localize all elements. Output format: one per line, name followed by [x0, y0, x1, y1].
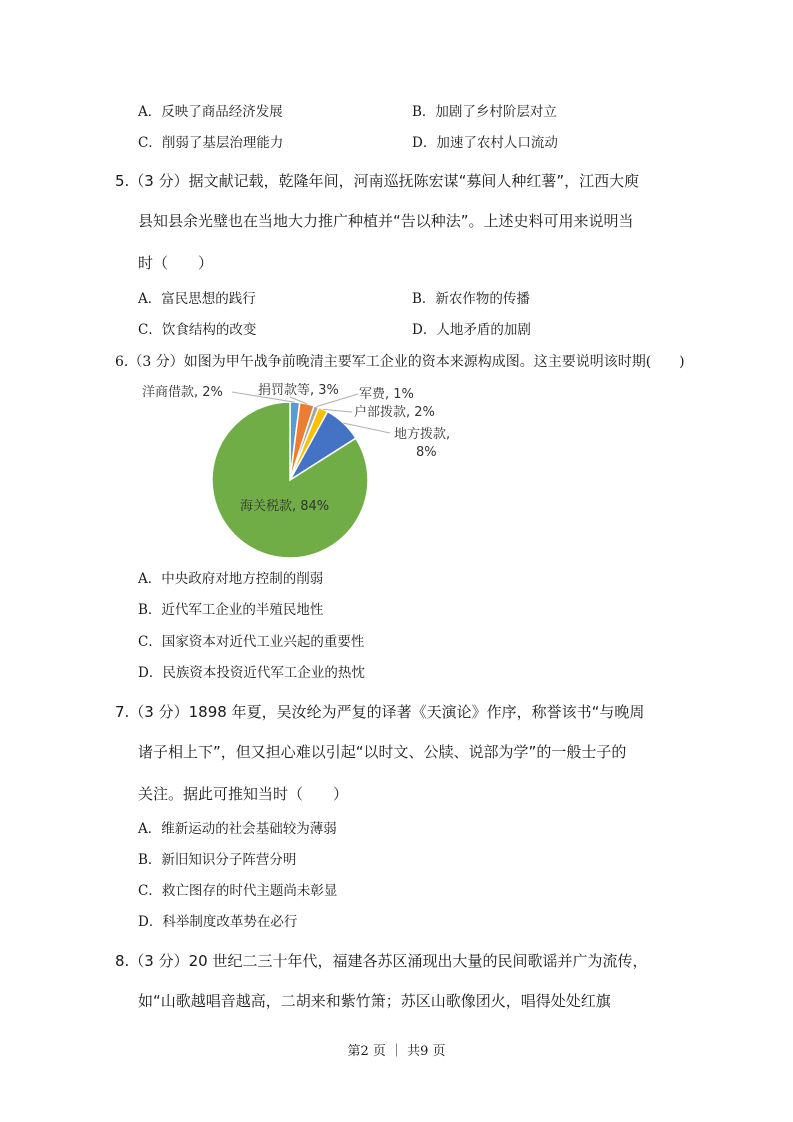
q5-option-a: A．富民思想的践行 — [138, 291, 256, 307]
q4-option-a: A．反映了商品经济发展 — [138, 104, 283, 120]
q5-stem-line-3: 时（ ） — [138, 254, 214, 272]
pie-label-juanfa: 捐罚款等, 3% — [258, 383, 339, 398]
q6-option-b: B．近代军工企业的半殖民地性 — [138, 602, 324, 618]
q6-stem: 6.（3 分）如图为甲午战争前晚清主要军工企业的资本来源构成图。这主要说明该时期( ) — [115, 354, 685, 370]
pie-label-difang-line-1: 地方拨款, — [394, 427, 451, 442]
pie-label-junfei: 军费, 1% — [359, 387, 414, 402]
q8-stem-line-1: 8.（3 分）20 世纪二三十年代，福建各苏区涌现出大量的民间歌谣并广为流传， — [115, 952, 648, 970]
q7-stem-line-2: 诸子相上下”，但又担心难以引起“以时文、公牍、说部为学”的一般士子的 — [138, 743, 627, 761]
funding-source-pie-chart — [140, 375, 500, 565]
q7-option-a: A．维新运动的社会基础较为薄弱 — [138, 821, 337, 837]
q7-option-d: D．科举制度改革势在必行 — [138, 914, 298, 930]
q8-stem-line-2: 如“山歌越唱音越高，二胡来和紫竹箫；苏区山歌像团火，唱得处处红旗 — [138, 992, 611, 1010]
q4-option-d: D．加速了农村人口流动 — [412, 135, 558, 151]
q6-option-d: D．民族资本投资近代军工企业的热忱 — [138, 665, 365, 681]
pie-label-hubu: 户部拨款, 2% — [354, 405, 435, 420]
q5-option-c: C．饮食结构的改变 — [138, 322, 257, 338]
q6-option-c: C．国家资本对近代工业兴起的重要性 — [138, 634, 365, 650]
q4-option-c: C．削弱了基层治理能力 — [138, 135, 284, 151]
q5-option-d: D．人地矛盾的加剧 — [412, 322, 531, 338]
q7-option-c: C．救亡图存的时代主题尚未彰显 — [138, 883, 338, 899]
q4-option-b: B．加剧了乡村阶层对立 — [412, 104, 557, 120]
q6-option-a: A．中央政府对地方控制的削弱 — [138, 571, 324, 587]
q7-stem-line-3: 关注。据此可推知当时（ ） — [138, 785, 349, 803]
pie-label-difang-line-2: 8% — [416, 445, 437, 460]
pie-label-haiguan: 海关税款, 84% — [240, 499, 330, 514]
q5-option-b: B．新农作物的传播 — [412, 291, 530, 307]
q7-option-b: B．新旧知识分子阵营分明 — [138, 852, 297, 868]
page-footer: 第2 页 ｜ 共9 页 — [347, 1044, 446, 1059]
q5-stem-line-1: 5.（3 分）据文献记载，乾隆年间，河南巡抚陈宏谋“募间人种红薯”，江西大庾 — [115, 172, 640, 190]
q5-stem-line-2: 县知县余光璧也在当地大力推广种植并“告以种法”。上述史料可用来说明当 — [138, 212, 634, 230]
pie-label-yangshang: 洋商借款, 2% — [142, 385, 223, 400]
q7-stem-line-1: 7.（3 分）1898 年夏，吴汝纶为严复的译著《天演论》作序，称誉该书“与晚周 — [115, 703, 645, 721]
